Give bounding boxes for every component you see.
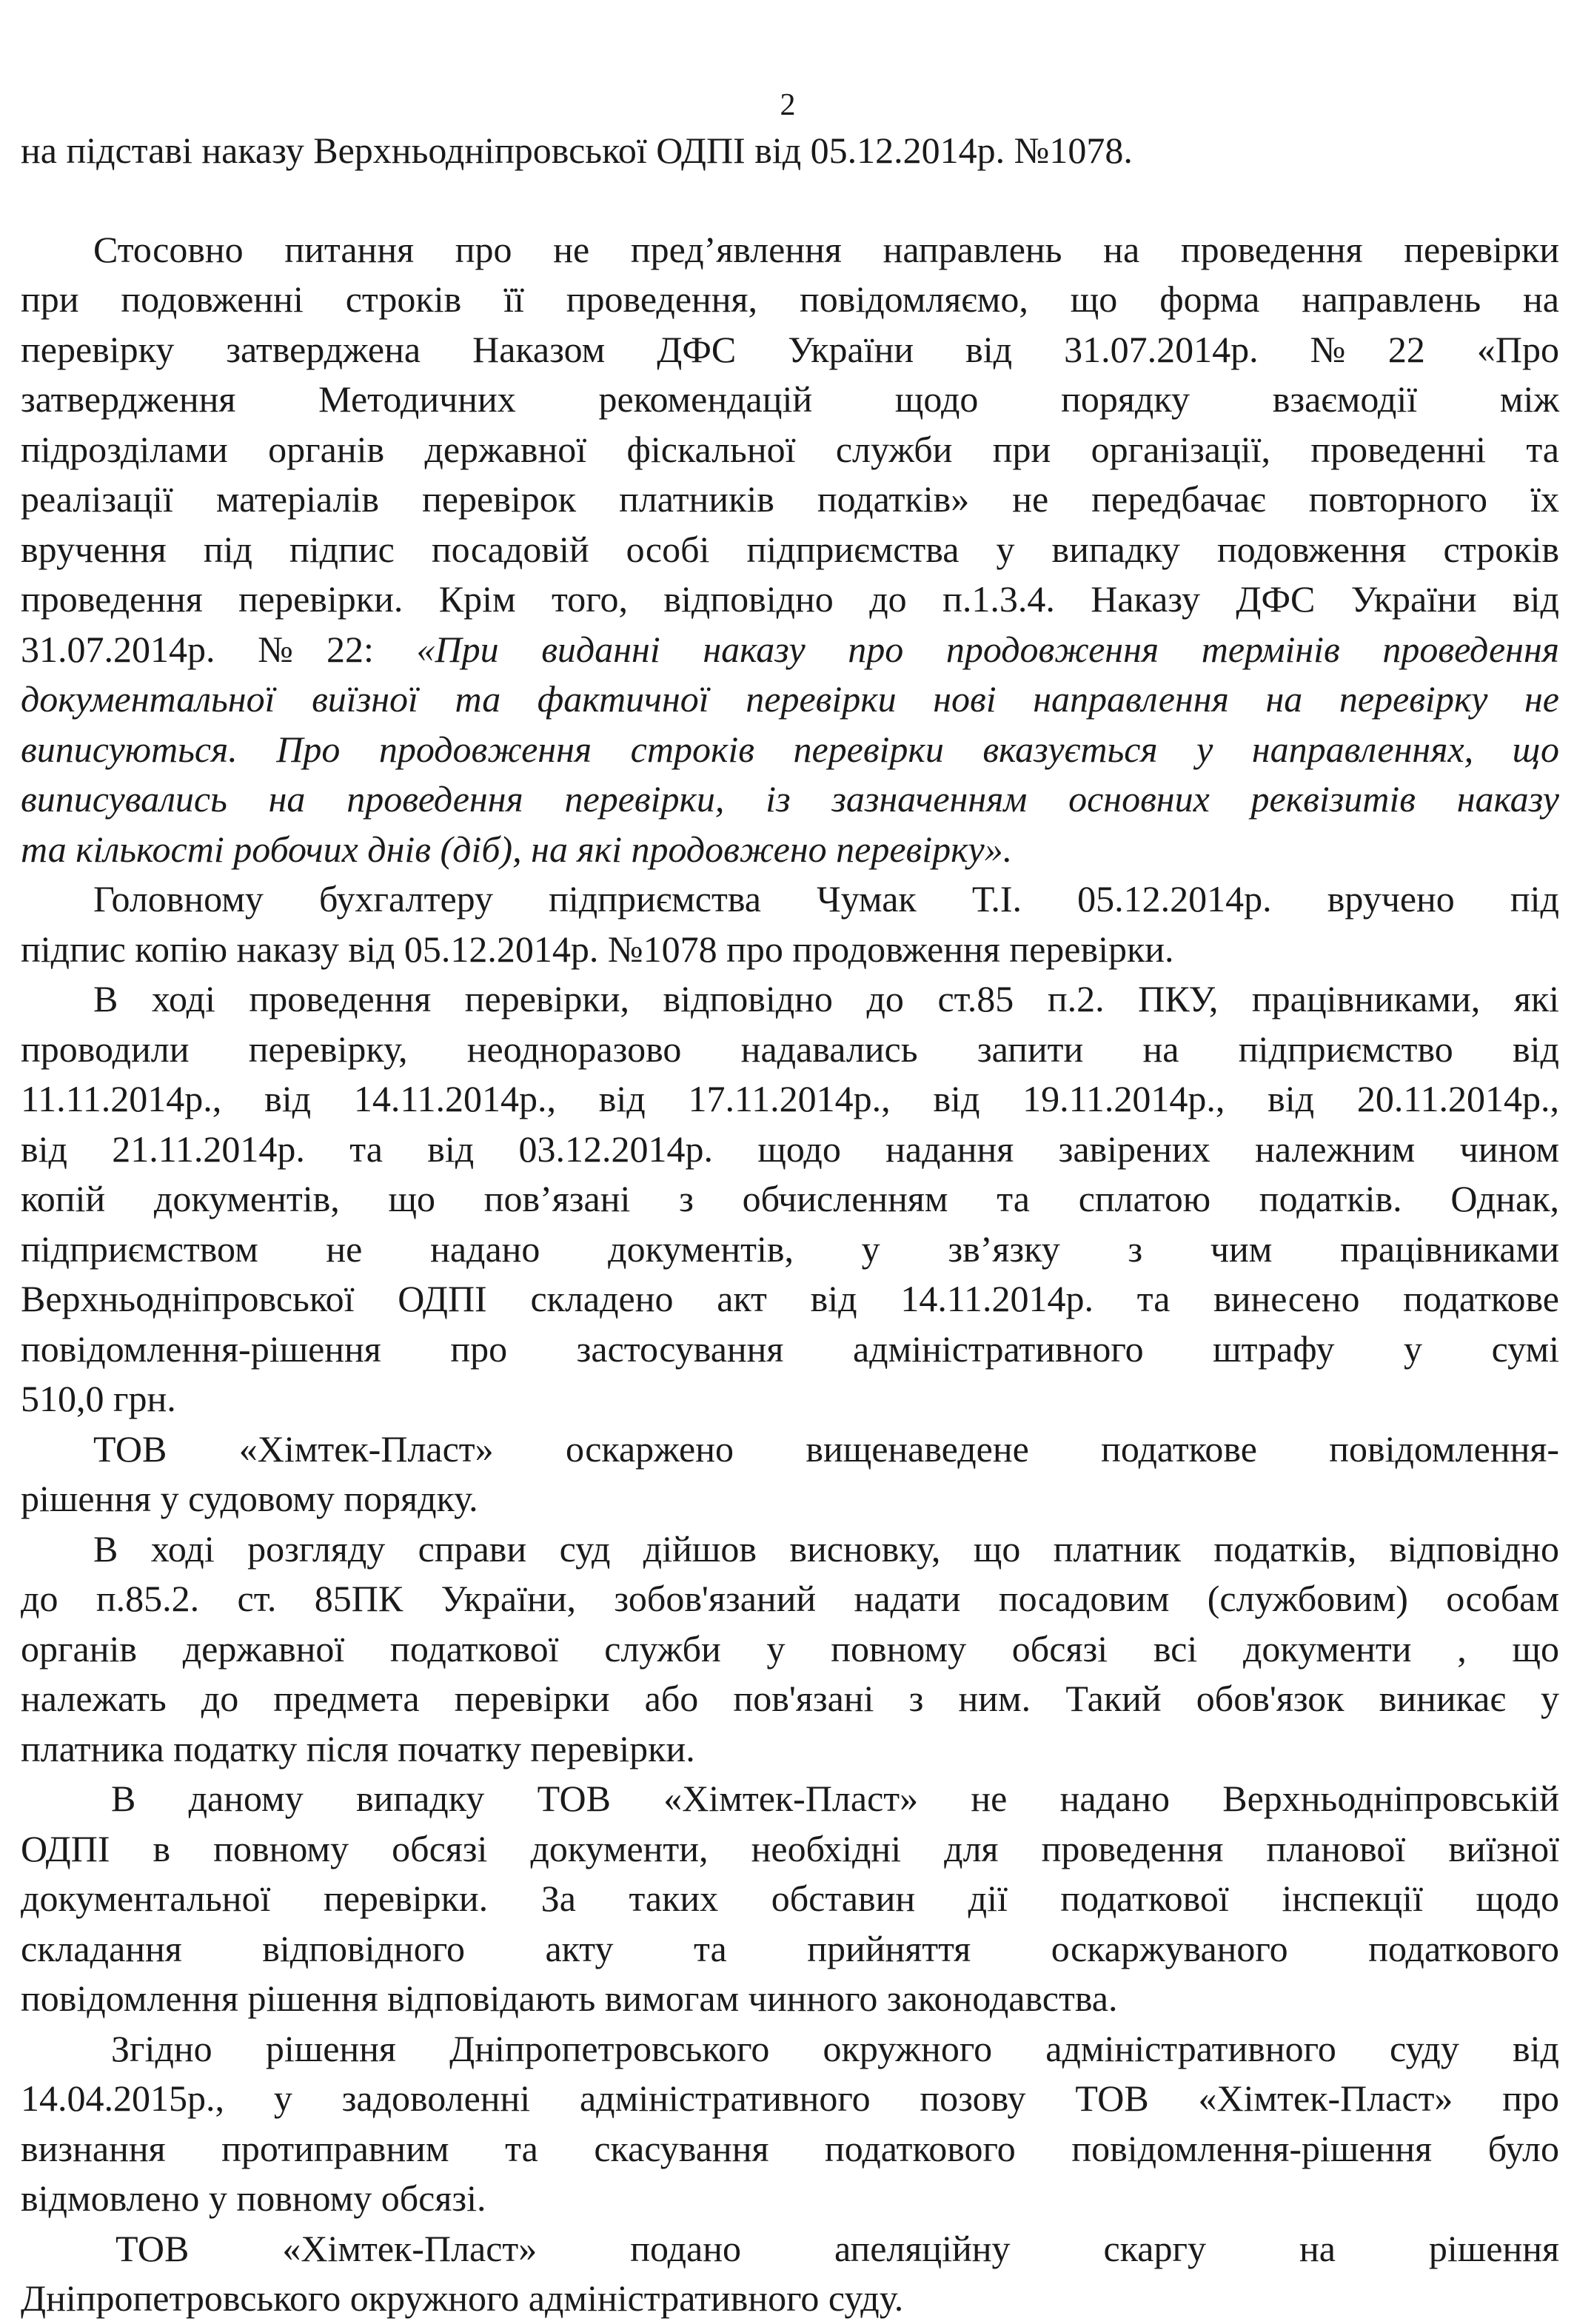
text-line <box>21 2124 1559 2174</box>
paragraph <box>21 974 1559 1424</box>
line-text: В ході розгляду справи суд дійшов висновку, що платник податків, відповідно <box>93 1527 1559 1570</box>
text-line <box>21 1724 1559 1775</box>
text-line <box>21 1974 1559 2024</box>
quoted-italic-text: виписувались на проведення перевірки, із зазначенням основних реквізитів наказу <box>21 778 1559 820</box>
line-text: Дніпропетровського окружного адміністративного суду. <box>21 2277 904 2319</box>
paragraph <box>21 225 1559 875</box>
text-line <box>21 425 1559 475</box>
text-line <box>21 1225 1559 1275</box>
text-line <box>21 825 1559 875</box>
paragraph <box>21 1774 1559 2024</box>
text-line <box>21 974 1559 1025</box>
line-text: В даному випадку ТОВ «Хімтек-Пласт» не надано Верхньодніпровській <box>111 1778 1559 1819</box>
text-line <box>21 1674 1559 1724</box>
paragraph <box>21 2024 1559 2224</box>
line-text: 31.07.2014р. №22: <box>21 628 417 670</box>
text-line <box>21 1074 1559 1125</box>
line-text: 14.04.2015р., у задоволенні адміністративного позову ТОВ «Хімтек-Пласт» про <box>21 2077 1559 2119</box>
line-text: проводили перевірку, неодноразово надавались запити на підприємство від <box>21 1028 1559 1070</box>
line-text: копій документів, що пов’язані з обчисленням та сплатою податків. Однак, <box>21 1178 1559 1219</box>
text-line <box>21 2024 1559 2074</box>
text-line <box>21 1474 1559 1524</box>
line-text: Верхньодніпровської ОДПІ складено акт від 14.11.2014р. та винесено податкове <box>21 1278 1559 1319</box>
line-text: підприємством не надано документів, у зв’язку з чим працівниками <box>21 1228 1559 1270</box>
line-text: відмовлено у повному обсязі. <box>21 2177 486 2219</box>
spacer <box>21 176 1559 225</box>
line-text: належать до предмета перевірки або пов'язані з ним. Такий обов'язок виникає у <box>21 1678 1559 1719</box>
line-text: підрозділами органів державної фіскальної служби при організації, проведенні та <box>21 428 1559 470</box>
text-line <box>21 525 1559 575</box>
line-text: В ході проведення перевірки, відповідно до ст.85 п.2. ПКУ, працівниками, які <box>93 978 1559 1019</box>
text-line <box>21 1874 1559 1924</box>
paragraph <box>21 1524 1559 1775</box>
line-text: вручення під підпис посадовій особі підприємства у випадку подовження строків <box>21 528 1559 570</box>
text-line <box>21 275 1559 325</box>
text-line <box>21 1274 1559 1325</box>
line-text: затвердження Методичних рекомендацій щодо порядку взаємодії між <box>21 378 1559 420</box>
line-text: рішення у судовому порядку. <box>21 1478 478 1519</box>
paragraph <box>21 126 1559 176</box>
text-line <box>21 1325 1559 1375</box>
text-line <box>21 774 1559 825</box>
quoted-italic-text: документальної виїзної та фактичної перевірки нові направлення на перевірку не <box>21 678 1559 720</box>
line-text: 11.11.2014р., від 14.11.2014р., від 17.11.2014р., від 19.11.2014р., від 20.11.2014р., <box>21 1078 1559 1119</box>
quoted-italic-text: «При виданні наказу про продовження термінів проведення <box>416 628 1559 670</box>
line-text: на підставі наказу Верхньодніпровської ОДПІ від 05.12.2014р. №1078. <box>21 130 1133 171</box>
text-line <box>21 725 1559 775</box>
text-line <box>21 1424 1559 1475</box>
line-text: до п.85.2. ст. 85ПК України, зобов'язаний надати посадовим (службовим) особам <box>21 1578 1559 1619</box>
line-text: ТОВ «Хімтек-Пласт» оскаржено вищенаведене податкове повідомлення- <box>93 1427 1559 1470</box>
quoted-italic-text: виписуються. Про продовження строків перевірки вказується у направленнях, що <box>21 728 1559 770</box>
text-line <box>21 925 1559 975</box>
text-line <box>21 2224 1559 2274</box>
line-text: повідомлення рішення відповідають вимогам чинного законодавства. <box>21 1978 1118 2019</box>
text-line <box>21 126 1559 176</box>
document-body <box>21 126 1559 2324</box>
text-line <box>21 1574 1559 1624</box>
text-line <box>21 674 1559 725</box>
line-text: перевірку затверджена Наказом ДФС України від 31.07.2014р. №22 «Про <box>21 328 1559 370</box>
text-line <box>21 1924 1559 1975</box>
text-line <box>21 575 1559 625</box>
line-text: реалізації матеріалів перевірок платників податків» не передбачає повторного їх <box>21 478 1559 520</box>
text-line <box>21 1524 1559 1575</box>
line-text: документальної перевірки. За таких обставин дії податкової інспекції щодо <box>21 1878 1559 1919</box>
line-text: при подовженні строків її проведення, повідомляємо, що форма направлень на <box>21 278 1559 320</box>
text-line <box>21 1125 1559 1175</box>
text-line <box>21 625 1559 675</box>
line-text: Стосовно питання про не пред’явлення направлень на проведення перевірки <box>93 228 1559 270</box>
paragraph <box>21 2224 1559 2324</box>
line-text: складання відповідного акту та прийняття оскаржуваного податкового <box>21 1927 1559 1969</box>
line-text: Головному бухгалтеру підприємства Чумак Т.І. 05.12.2014р. вручено під <box>93 878 1559 920</box>
text-line <box>21 2274 1559 2324</box>
paragraph <box>21 874 1559 974</box>
line-text: підпис копію наказу від 05.12.2014р. №1078 про продовження перевірки. <box>21 928 1174 970</box>
line-text: повідомлення-рішення про застосування адміністративного штрафу у сумі <box>21 1327 1559 1370</box>
text-line <box>21 1174 1559 1225</box>
text-line <box>21 1374 1559 1424</box>
line-text: платника податку після початку перевірки. <box>21 1727 695 1769</box>
text-line <box>21 2074 1559 2124</box>
page-number: 2 <box>780 88 796 122</box>
line-text: визнання протиправним та скасування податкового повідомлення-рішення було <box>21 2127 1559 2169</box>
line-text: ТОВ «Хімтек-Пласт» подано апеляційну скаргу на рішення <box>115 2227 1559 2269</box>
line-text: органів державної податкової служби у повному обсязі всі документи , що <box>21 1627 1559 1670</box>
text-line <box>21 375 1559 425</box>
text-line <box>21 1824 1559 1875</box>
text-line <box>21 1624 1559 1675</box>
text-line <box>21 2174 1559 2224</box>
paragraph <box>21 1424 1559 1524</box>
text-line <box>21 1025 1559 1075</box>
text-line <box>21 225 1559 275</box>
text-line <box>21 325 1559 375</box>
line-text: проведення перевірки. Крім того, відповідно до п.1.3.4. Наказу ДФС України від <box>21 578 1559 620</box>
line-text: Згідно рішення Дніпропетровського окружного адміністративного суду від <box>111 2027 1559 2069</box>
line-text: від 21.11.2014р. та від 03.12.2014р. щодо надання завірених належним чином <box>21 1128 1559 1170</box>
text-line <box>21 1774 1559 1824</box>
text-line <box>21 475 1559 525</box>
quoted-italic-text: та кількості робочих днів (діб), на які продовжено перевірку». <box>21 828 1013 870</box>
line-text: 510,0 грн. <box>21 1378 176 1419</box>
line-text: ОДПІ в повному обсязі документи, необхідні для проведення планової виїзної <box>21 1827 1559 1869</box>
text-line <box>21 874 1559 925</box>
